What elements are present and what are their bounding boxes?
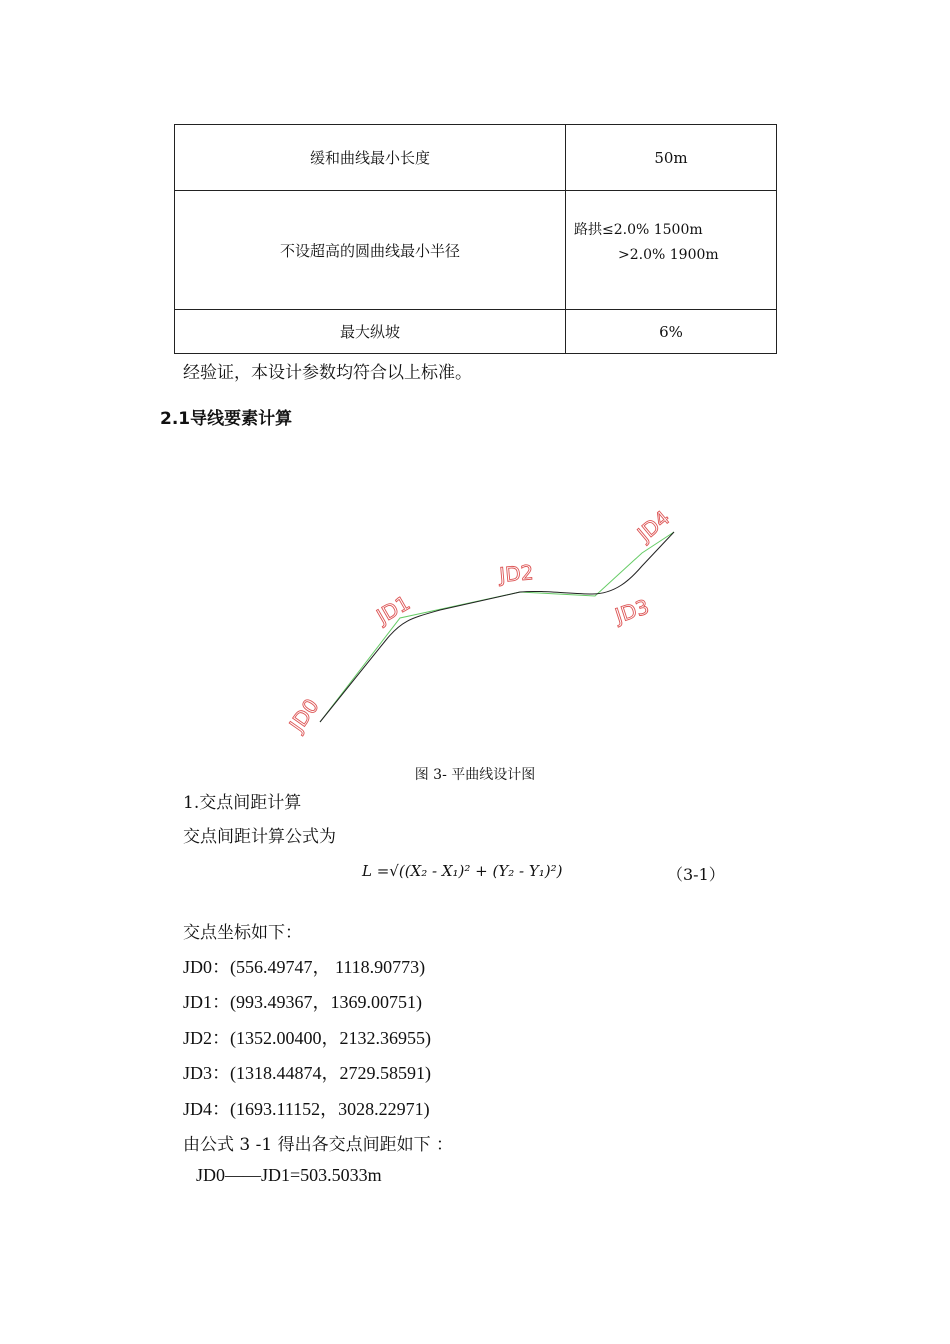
table-cell-name: 不设超高的圆曲线最小半径 [175, 191, 566, 310]
table-row [175, 125, 777, 191]
plan-curve-figure [270, 490, 690, 750]
design-parameter-table [174, 124, 777, 354]
coords-intro: 交点坐标如下： [183, 923, 302, 943]
label-jd1: JD1 [372, 590, 414, 629]
table-cell-value: 50m [566, 125, 777, 191]
step-title: 1.交点间距计算 [183, 793, 302, 813]
result-intro: 由公式 3 -1 得出各交点间距如下 ： [183, 1135, 453, 1155]
coord-jd4: JD4：(1693.11152，3028.22971) [183, 1099, 430, 1119]
conclusion-text: 经验证，本设计参数均符合以上标准。 [183, 363, 472, 383]
distance-result: JD0——JD1=503.5033m [196, 1165, 382, 1185]
distance-formula: L =√((X₂ - X₁)² + (Y₂ - Y₁)²) [362, 862, 563, 880]
label-jd4: JD4 [632, 505, 675, 546]
table-cell-name: 最大纵坡 [175, 310, 566, 354]
label-jd3: JD3 [612, 594, 652, 628]
table-cell-value: 6% [566, 310, 777, 354]
formula-intro: 交点间距计算公式为 [183, 827, 336, 847]
table-cell-value [566, 191, 777, 310]
value-line-1: 路拱≤2.0% 1500m [574, 222, 703, 238]
table-row [175, 310, 777, 354]
label-jd2: JD2 [498, 560, 535, 587]
figure-caption: 图 3- 平曲线设计图 [414, 767, 536, 783]
coord-jd3: JD3：(1318.44874，2729.58591) [183, 1063, 431, 1083]
coord-jd1: JD1：(993.49367，1369.00751) [183, 992, 422, 1012]
table-row [175, 191, 777, 310]
coord-jd0: JD0：(556.49747， 1118.90773) [183, 957, 426, 977]
section-heading: 2.1导线要素计算 [160, 409, 293, 429]
coord-jd2: JD2：(1352.00400，2132.36955) [183, 1028, 431, 1048]
value-line-2: >2.0% 1900m [618, 247, 719, 263]
equation-number: （3-1） [667, 865, 725, 884]
table-cell-name: 缓和曲线最小长度 [175, 125, 566, 191]
label-jd0: JD0 [284, 694, 324, 736]
